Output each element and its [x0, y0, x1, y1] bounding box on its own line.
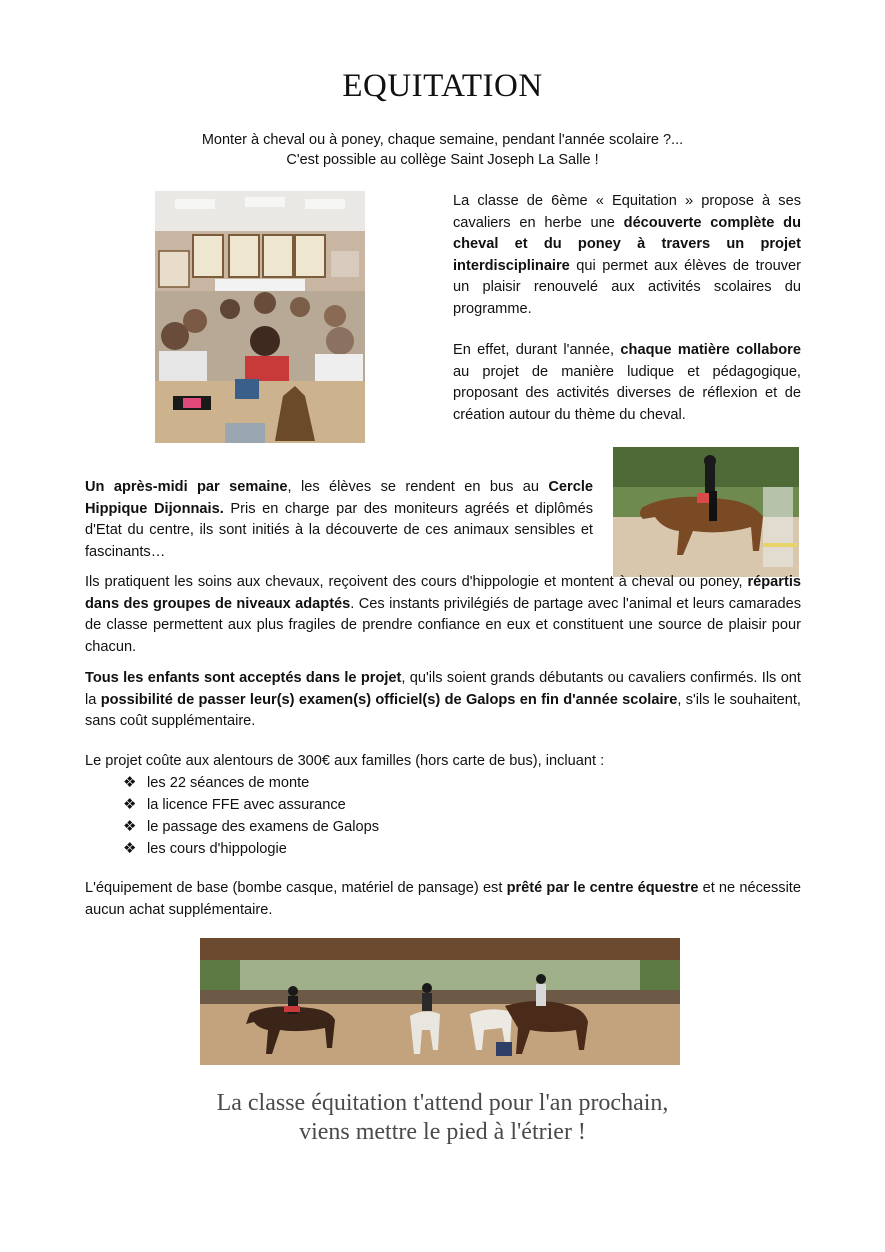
diamond-bullet-icon: ❖: [123, 840, 137, 857]
closing-line-1: La classe équitation t'attend pour l'an prochain,: [216, 1090, 669, 1116]
care-paragraph: Ils pratiquent les soins aux chevaux, reçoivent des cours d'hippologie et montent à cheval ou poney, répartis dans des groupes de niveaux adaptés. Ces instants privilégiés de partage avec l'animal et leurs camarades de classe permettent aux plus fragiles de prendre confiance en eux et constituent une source de plaisir pour chacun.: [85, 574, 801, 655]
diamond-bullet-icon: ❖: [123, 818, 137, 835]
included-items-list: ❖ les 22 séances de monte ❖ la licence FFE avec assurance ❖ le passage des examens de Galops ❖ les cours d'hippologie: [123, 772, 523, 862]
weekly-paragraph: Un après-midi par semaine, les élèves se rendent en bus au Cercle Hippique Dijonnais. Pris en charge par des moniteurs agréés et diplômés d'Etat du centre, ils sont initiés à la découverte de ces animaux sensibles et fascinants…: [85, 479, 594, 560]
subtitle-line-2: C'est possible au collège Saint Joseph La Salle !: [286, 152, 599, 168]
rider-photo: [613, 447, 799, 577]
cost-intro: Le projet coûte aux alentours de 300€ aux familles (hors carte de bus), incluant :: [85, 753, 605, 769]
diamond-bullet-icon: ❖: [123, 774, 137, 791]
closing-line-2: viens mettre le pied à l'étrier !: [299, 1119, 586, 1145]
subtitle-line-1: Monter à cheval ou à poney, chaque semaine, pendant l'année scolaire ?...: [201, 132, 684, 148]
acceptance-paragraph: Tous les enfants sont acceptés dans le projet, qu'ils soient grands débutants ou cavaliers confirmés. Ils ont la possibilité de passer leur(s) examen(s) officiel(s) de Galops en fin d'année scolaire, s'ils le souhaitent, sans coût supplémentaire.: [85, 670, 801, 730]
intro-paragraph-2: En effet, durant l'année, chaque matière collabore au projet de manière ludique et pédagogique, proposant des activités diverses de réflexion et de création autour du thème du cheval.: [453, 342, 801, 423]
diamond-bullet-icon: ❖: [123, 796, 137, 813]
arena-photo: [200, 938, 680, 1065]
page-title: EQUITATION: [342, 68, 543, 104]
intro-paragraph-1: La classe de 6ème « Equitation » propose à ses cavaliers en herbe une découverte complète du cheval et du poney à travers un projet interdisciplinaire qui permet aux élèves de trouver un plaisir renouvelé aux activités scolaires du programme.: [453, 193, 801, 317]
classroom-photo: [155, 191, 365, 443]
equipment-paragraph: L'équipement de base (bombe casque, matériel de pansage) est prêté par le centre équestre et ne nécessite aucun achat supplémentaire.: [85, 880, 801, 918]
